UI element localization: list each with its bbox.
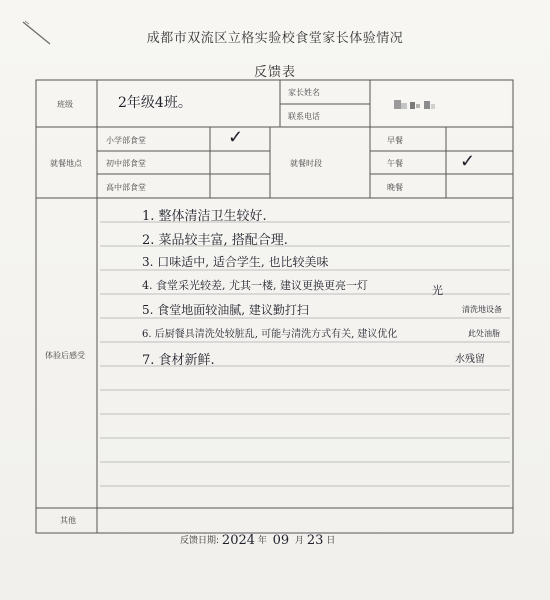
margin-note-grease: 此处油脂 [468, 329, 500, 338]
class-label: 班级 [57, 100, 73, 109]
location-primary-check: ✓ [228, 127, 244, 148]
date-year: 2024 [221, 533, 256, 548]
form-subtitle: 反馈表 [253, 65, 296, 80]
dining-time-label: 就餐时段 [290, 159, 322, 168]
location-primary: 小学部食堂 [106, 136, 146, 145]
pixelated-redaction-mark [374, 84, 509, 124]
location-middle: 初中部食堂 [106, 159, 146, 168]
date-label: 反馈日期: [180, 536, 220, 546]
time-breakfast: 早餐 [387, 136, 403, 145]
dining-location-label: 就餐地点 [50, 159, 82, 168]
date-day: 23 [306, 533, 324, 548]
form-title: 成都市双流区立格实验校食堂家长体验情况 [146, 31, 404, 46]
experience-line-5: 5. 食堂地面较油腻, 建议勤打扫 [142, 303, 309, 317]
experience-line-3: 3. 口味适中, 适合学生, 也比较美味 [142, 255, 329, 269]
date-month-unit: 月 [294, 536, 304, 546]
time-dinner: 晚餐 [387, 183, 403, 192]
time-lunch-check: ✓ [460, 151, 476, 172]
date-day-unit: 日 [326, 536, 336, 546]
margin-note-equipment: 清洗地设备 [462, 305, 502, 314]
experience-line-2: 2. 菜品较丰富, 搭配合理. [142, 233, 288, 248]
experience-label: 体验后感受 [45, 351, 85, 360]
feedback-date [180, 533, 335, 548]
class-value: 2年级4班。 [118, 95, 192, 111]
parent-name-label: 家长姓名 [288, 88, 320, 97]
phone-label: 联系电话 [288, 112, 320, 121]
margin-note-water: 水残留 [455, 354, 485, 365]
experience-line-1: 1. 整体清洁卫生较好. [142, 209, 267, 224]
experience-line-7: 7. 食材新鲜. [142, 353, 215, 368]
experience-line-6: 6. 后厨餐具清洗处较脏乱, 可能与清洗方式有关, 建议优化 [142, 329, 398, 340]
experience-line-4: 4. 食堂采光较差, 尤其一楼, 建议更换更亮一灯 [142, 279, 368, 292]
location-high: 高中部食堂 [106, 183, 146, 192]
time-lunch: 午餐 [387, 159, 403, 168]
other-label: 其他 [60, 516, 76, 525]
date-month: 09 [272, 533, 290, 548]
date-year-unit: 年 [257, 536, 267, 546]
redacted-personal-info [374, 84, 509, 124]
margin-note-light: 光 [432, 284, 443, 297]
